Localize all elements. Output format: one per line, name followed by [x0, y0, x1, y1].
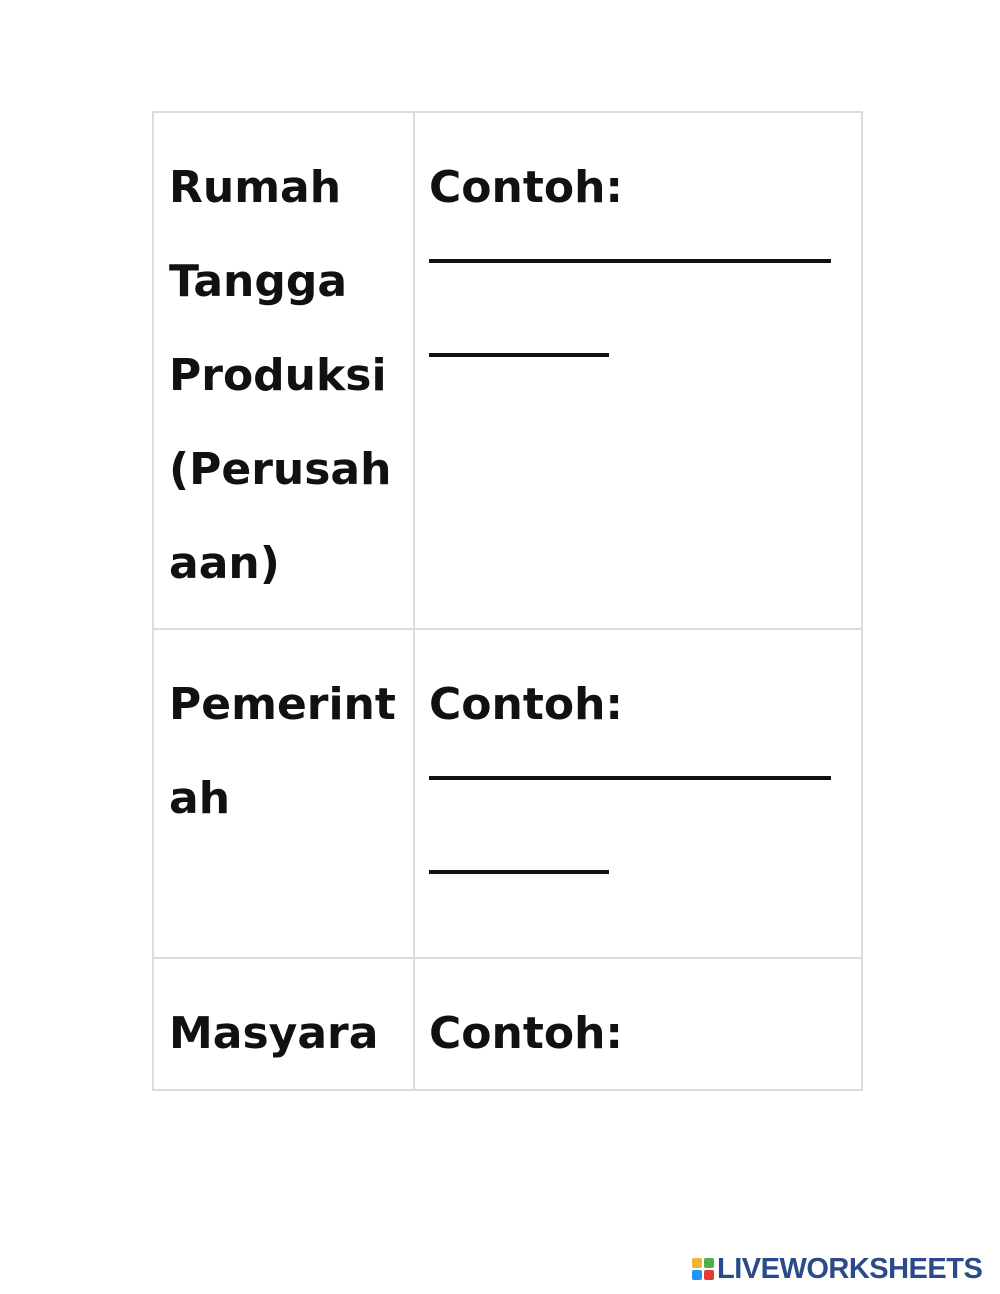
- logo-square: [692, 1258, 702, 1268]
- category-cell: [153, 629, 414, 958]
- category-cell: [153, 112, 414, 629]
- logo-square: [692, 1270, 702, 1280]
- category-label-line: Masyara: [169, 1008, 379, 1059]
- example-cell: [414, 112, 862, 629]
- table-row: [153, 629, 862, 958]
- category-label-line: ah: [169, 773, 231, 824]
- example-label: Contoh:: [429, 1008, 624, 1059]
- example-cell: [414, 629, 862, 958]
- answer-blank-line[interactable]: [429, 353, 609, 357]
- answer-blank-line[interactable]: [429, 259, 831, 263]
- example-cell: [414, 958, 862, 1090]
- category-label-line: Pemerint: [169, 679, 396, 730]
- category-label-line: Produksi: [169, 350, 387, 401]
- example-label: Contoh:: [429, 162, 624, 213]
- logo-icon: [692, 1258, 714, 1280]
- logo-square: [704, 1270, 714, 1280]
- category-cell: [153, 958, 414, 1090]
- category-label-line: aan): [169, 538, 280, 589]
- logo-text: LIVEWORKSHEETS: [717, 1252, 983, 1285]
- answer-blank-line[interactable]: [429, 870, 609, 874]
- worksheet-table: [152, 111, 863, 1091]
- liveworksheets-logo: [692, 1252, 982, 1286]
- answer-blank-line[interactable]: [429, 776, 831, 780]
- category-label-line: Tangga: [169, 256, 348, 307]
- category-label-line: Rumah: [169, 162, 342, 213]
- table-row: [153, 112, 862, 629]
- category-label-line: (Perusah: [169, 444, 392, 495]
- table-row: [153, 958, 862, 1090]
- example-label: Contoh:: [429, 679, 624, 730]
- logo-square: [704, 1258, 714, 1268]
